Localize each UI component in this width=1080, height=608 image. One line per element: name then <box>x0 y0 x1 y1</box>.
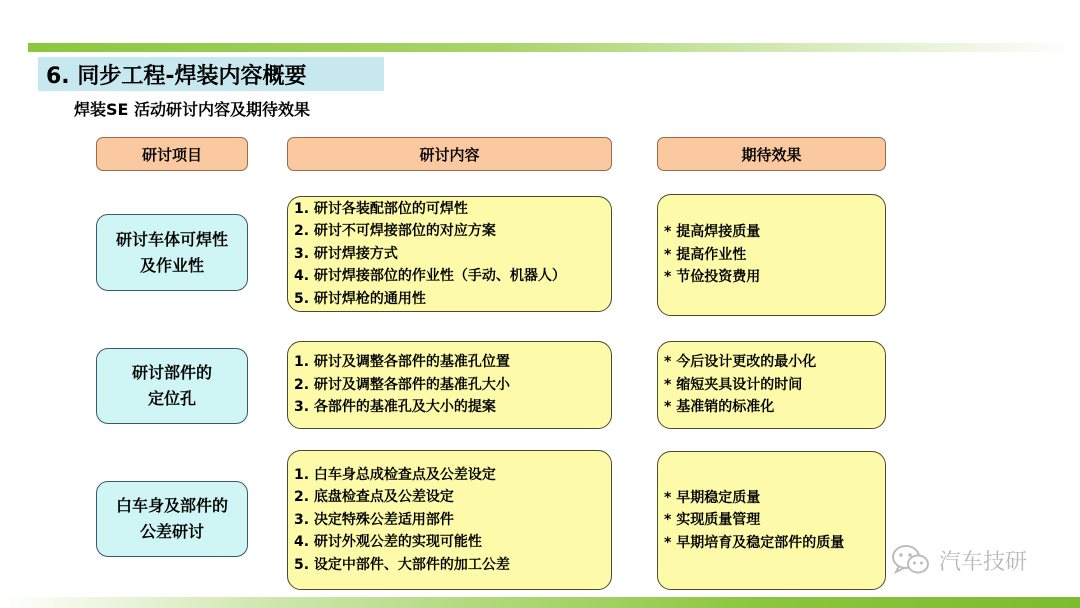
item-box-tolerance <box>96 481 248 557</box>
effect-box-tolerance <box>657 451 886 590</box>
item-box-weldability <box>96 214 248 291</box>
effect-box-weldability <box>657 194 886 316</box>
effect-item: * 早期稳定质量 <box>664 489 761 506</box>
item-line: 定位孔 <box>147 389 196 408</box>
effect-item: * 缩短夹具设计的时间 <box>664 376 803 393</box>
watermark <box>891 540 1027 580</box>
slide-title-text: 6. 同步工程-焊装内容概要 <box>46 63 307 89</box>
header-item-label: 研讨项目 <box>141 145 202 164</box>
content-item: 3. 各部件的基准孔及大小的提案 <box>294 399 496 416</box>
content-item: 4. 研讨焊接部位的作业性（手动、机器人） <box>294 268 566 285</box>
item-line: 公差研讨 <box>139 522 204 541</box>
item-line: 研讨车体可焊性 <box>115 229 228 249</box>
content-item: 2. 研讨不可焊接部位的对应方案 <box>294 223 496 240</box>
content-item: 1. 白车身总成检查点及公差设定 <box>294 466 496 483</box>
header-effect <box>657 137 886 171</box>
content-item: 4. 研讨外观公差的实现可能性 <box>294 534 482 551</box>
watermark-text: 汽车技研 <box>939 549 1028 575</box>
effect-item: * 实现质量管理 <box>664 512 761 529</box>
header-content-label: 研讨内容 <box>419 145 480 164</box>
content-item: 2. 研讨及调整各部件的基准孔大小 <box>294 376 510 393</box>
content-box-locating-holes <box>287 341 612 429</box>
effect-item: * 今后设计更改的最小化 <box>664 354 817 371</box>
slide-subtitle: 焊装SE 活动研讨内容及期待效果 <box>74 100 311 119</box>
top-accent-bar <box>28 43 1080 52</box>
content-item: 3. 研讨焊接方式 <box>294 245 398 262</box>
item-line: 白车身及部件的 <box>115 496 228 515</box>
effect-item: * 节俭投资费用 <box>664 269 761 286</box>
content-item: 5. 研讨焊枪的通用性 <box>294 290 426 307</box>
effect-box-locating-holes <box>657 341 886 429</box>
bottom-accent-bar <box>0 597 1080 608</box>
effect-item: * 提高焊接质量 <box>664 224 761 241</box>
slide-title <box>38 57 384 91</box>
header-item <box>96 137 248 171</box>
content-item: 5. 设定中部件、大部件的加工公差 <box>294 556 510 573</box>
item-line: 及作业性 <box>139 255 204 275</box>
effect-item: * 提高作业性 <box>664 246 747 263</box>
effect-item: * 基准销的标准化 <box>664 399 775 416</box>
header-content <box>287 137 612 171</box>
content-box-weldability <box>287 196 612 312</box>
content-item: 3. 决定特殊公差适用部件 <box>294 511 454 528</box>
content-item: 2. 底盘检查点及公差设定 <box>294 489 454 506</box>
wechat-icon <box>891 543 931 577</box>
item-line: 研讨部件的 <box>131 363 212 382</box>
content-item: 1. 研讨及调整各部件的基准孔位置 <box>294 354 510 371</box>
item-box-locating-holes <box>96 348 248 424</box>
header-effect-label: 期待效果 <box>741 145 802 164</box>
content-item: 1. 研讨各装配部位的可焊性 <box>294 200 468 217</box>
content-box-tolerance <box>287 450 612 590</box>
effect-item: * 早期培育及稳定部件的质量 <box>664 534 845 551</box>
